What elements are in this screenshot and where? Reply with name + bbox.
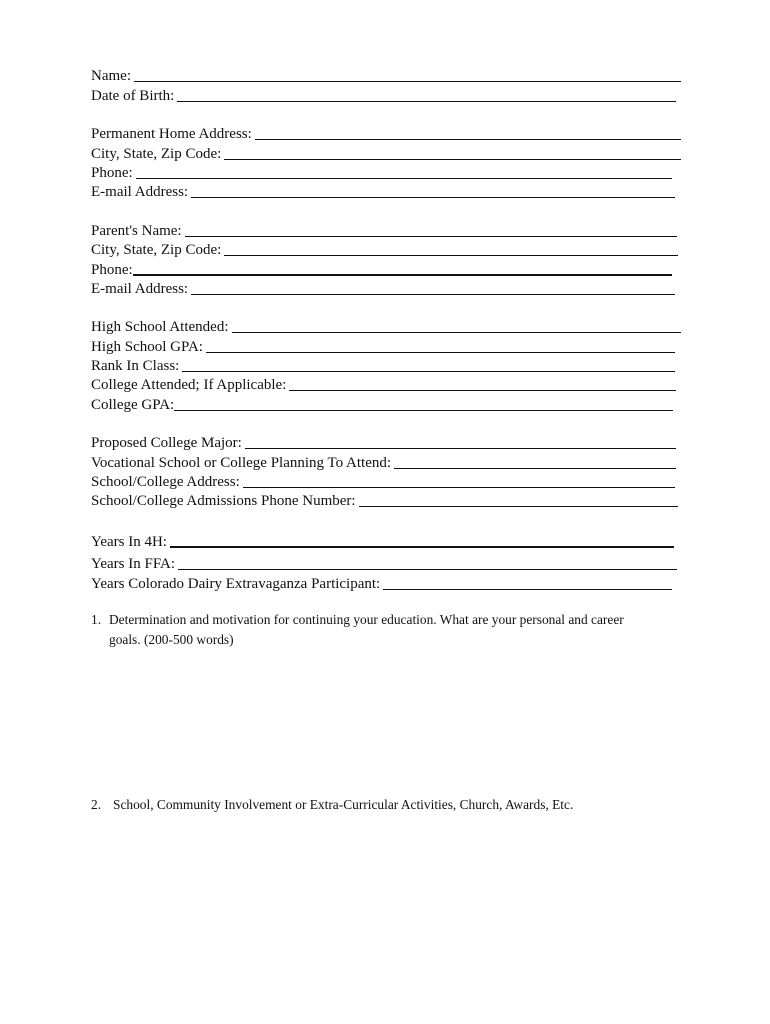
home-address-row xyxy=(91,124,681,143)
parent-phone-row xyxy=(91,259,681,278)
home-email-row xyxy=(91,182,681,201)
admissions-phone-field[interactable] xyxy=(359,493,678,507)
school-planning-row xyxy=(91,452,681,471)
years-cde-row xyxy=(91,573,681,592)
college-attended-field[interactable] xyxy=(289,377,676,391)
question-text: School, Community Involvement or Extra-Curricular Activities, Church, Awards, Etc. xyxy=(113,797,574,812)
years-ffa-row xyxy=(91,551,681,573)
hs-gpa-field[interactable] xyxy=(206,339,675,353)
hs-attended-field[interactable] xyxy=(232,319,682,333)
school-address-field[interactable] xyxy=(243,474,675,488)
hs-attended-row xyxy=(91,317,681,336)
years-4h-field[interactable] xyxy=(170,533,674,548)
parent-info-section xyxy=(91,220,681,298)
name-field[interactable] xyxy=(134,68,681,82)
home-phone-row xyxy=(91,163,681,182)
home-phone-field[interactable] xyxy=(136,165,672,179)
question-1 xyxy=(91,610,691,650)
years-cde-label: Years Colorado Dairy Extravaganza Participant: xyxy=(91,575,381,592)
school-address-row xyxy=(91,472,681,491)
hs-gpa-label: High School GPA: xyxy=(91,338,203,355)
question-item xyxy=(91,795,691,815)
years-4h-label: Years In 4H: xyxy=(91,534,167,551)
home-city-label: City, State, Zip Code: xyxy=(91,145,222,162)
name-label: Name: xyxy=(91,68,131,85)
home-city-row xyxy=(91,143,681,162)
question-2 xyxy=(91,795,691,815)
question-number: 2. xyxy=(91,797,102,812)
parent-name-row xyxy=(91,220,681,239)
parent-name-field[interactable] xyxy=(185,223,677,237)
parent-city-label: City, State, Zip Code: xyxy=(91,242,222,259)
parent-email-row xyxy=(91,279,681,298)
college-gpa-label: College GPA: xyxy=(91,396,175,413)
personal-info-section xyxy=(91,66,681,105)
dob-row xyxy=(91,85,681,104)
parent-email-field[interactable] xyxy=(191,281,675,295)
school-planning-label: Vocational School or College Planning To Attend: xyxy=(91,454,392,471)
parent-city-field[interactable] xyxy=(224,242,678,256)
participation-section xyxy=(91,529,681,592)
form-fields xyxy=(91,66,681,612)
major-label: Proposed College Major: xyxy=(91,435,242,452)
parent-city-row xyxy=(91,240,681,259)
college-gpa-field[interactable] xyxy=(174,397,673,411)
rank-field[interactable] xyxy=(182,358,675,372)
admissions-phone-row xyxy=(91,491,681,510)
college-attended-row xyxy=(91,375,681,394)
question-number: 1. xyxy=(91,612,102,627)
years-4h-row xyxy=(91,529,681,551)
rank-row xyxy=(91,356,681,375)
major-field[interactable] xyxy=(245,435,676,449)
rank-label: Rank In Class: xyxy=(91,358,180,375)
dob-label: Date of Birth: xyxy=(91,87,175,104)
years-cde-field[interactable] xyxy=(383,576,672,590)
parent-name-label: Parent's Name: xyxy=(91,222,182,239)
college-gpa-row xyxy=(91,394,681,413)
college-attended-label: College Attended; If Applicable: xyxy=(91,377,287,394)
question-item xyxy=(91,610,691,650)
home-address-label: Permanent Home Address: xyxy=(91,126,252,143)
years-ffa-field[interactable] xyxy=(178,556,677,570)
years-ffa-label: Years In FFA: xyxy=(91,556,176,573)
home-phone-label: Phone: xyxy=(91,164,133,181)
school-planning-field[interactable] xyxy=(394,455,676,469)
parent-phone-field[interactable] xyxy=(133,261,672,276)
home-email-field[interactable] xyxy=(191,184,675,198)
question-text: Determination and motivation for continuing your education. What are your personal and career goals. (200-500 words) xyxy=(109,612,624,647)
hs-gpa-row xyxy=(91,336,681,355)
admissions-phone-label: School/College Admissions Phone Number: xyxy=(91,493,356,510)
home-city-field[interactable] xyxy=(224,146,681,160)
parent-phone-label: Phone: xyxy=(91,261,133,278)
major-row xyxy=(91,433,681,452)
home-address-field[interactable] xyxy=(255,126,681,140)
college-plans-section xyxy=(91,433,681,511)
dob-field[interactable] xyxy=(177,88,676,102)
school-address-label: School/College Address: xyxy=(91,474,240,491)
parent-email-label: E-mail Address: xyxy=(91,280,189,297)
home-address-section xyxy=(91,124,681,202)
name-row xyxy=(91,66,681,85)
education-section xyxy=(91,317,681,414)
hs-attended-label: High School Attended: xyxy=(91,319,229,336)
home-email-label: E-mail Address: xyxy=(91,184,189,201)
